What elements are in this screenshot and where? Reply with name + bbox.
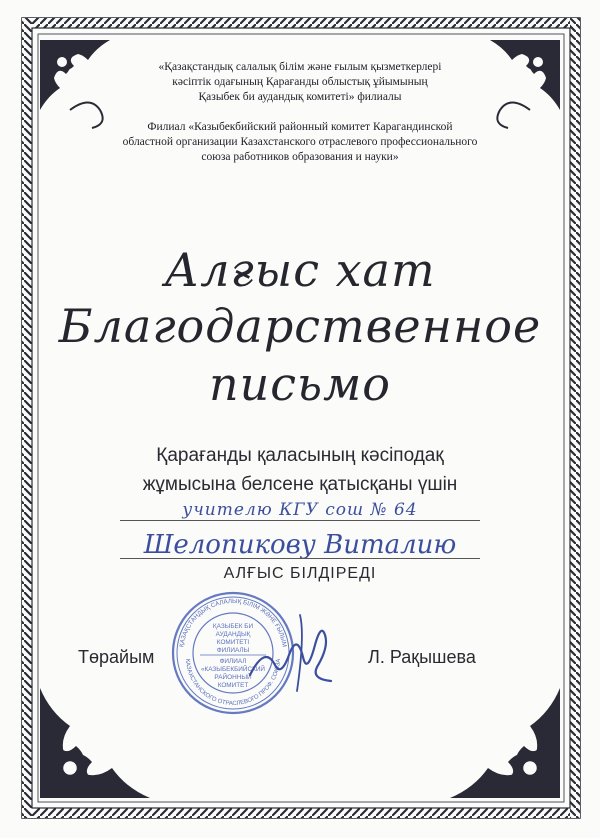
body-line-1: Қарағанды қаласының кәсіподақ <box>156 445 444 466</box>
header-scroll-left <box>70 103 103 129</box>
header-kazakh-line-1: «Қазақстандық салалық білім және ғылым қызметкерлері <box>158 61 442 73</box>
corner-ornament-bottom-left <box>40 688 150 798</box>
handwritten-recipient-position: учителю КГУ сош № 64 <box>182 500 418 520</box>
header-russian <box>110 120 490 165</box>
stamp-ring-top: ҚАЗАҚСТАНДЫҚ САЛАЛЫҚ БІЛІМ ЖӘНЕ ҒЫЛЫМ <box>178 597 288 648</box>
header-scroll-right <box>497 103 530 129</box>
stamp-center-1: ҚАЗЫБЕК БИ <box>212 623 254 630</box>
handwritten-signature <box>245 605 345 695</box>
signatory-name: Л. Рақышева <box>368 647 476 667</box>
fill-in-line-1 <box>120 520 480 521</box>
stamp-ring-bottom: КАЗАХСТАНСКОГО ОТРАСЛЕВОГО ПРОФ. СОЮЗА <box>183 658 283 708</box>
corner-ornament-top-right <box>490 40 560 110</box>
handwritten-recipient-name: Шелопикову Виталию <box>143 530 457 560</box>
header-russian-line-1: Филиал «Казыбекбийский районный комитет Карагандинской <box>147 121 453 133</box>
header-kazakh-line-2: кәсіптік одағының Қарағанды облыстық ұйымының <box>172 76 428 88</box>
corner-ornament-bottom-right <box>450 688 560 798</box>
stamp-center-5: ФИЛИАЛ <box>219 658 247 665</box>
stamp-center-7: РАЙОННЫЙ <box>214 674 252 681</box>
stamp-center-4: ФИЛИАЛЫ <box>216 647 250 654</box>
stamp-center-6: «КАЗЫБЕКБИЙСКИЙ <box>200 666 266 673</box>
header-kazakh-line-3: Қазыбек би аудандық комитеті» филиалы <box>198 91 402 103</box>
fill-in-line-2 <box>120 558 480 559</box>
header-russian-line-3: союза работников образования и науки» <box>201 151 399 163</box>
title-russian-line-2: письмо <box>209 357 391 411</box>
stamp-center-2: АУДАНДЫҚ <box>215 631 251 638</box>
stamp-center-8: КОМИТЕТ <box>217 682 249 689</box>
body-line-2: жұмысына белсене қатысқаны үшін <box>142 474 458 495</box>
title-kazakh: Алғыс хат <box>164 243 436 297</box>
closing-expression: АЛҒЫС БІЛДІРЕДІ <box>223 565 377 582</box>
signatory-role: Төрайым <box>78 647 155 667</box>
header-kazakh <box>110 60 490 105</box>
corner-ornament-top-left <box>40 40 110 110</box>
stamp-center-3: КОМИТЕТІ <box>216 639 250 646</box>
header-russian-line-2: областной организации Казахстанского отраслевого профессионального <box>122 136 478 148</box>
title-russian-line-1: Благодарственное <box>58 299 542 353</box>
